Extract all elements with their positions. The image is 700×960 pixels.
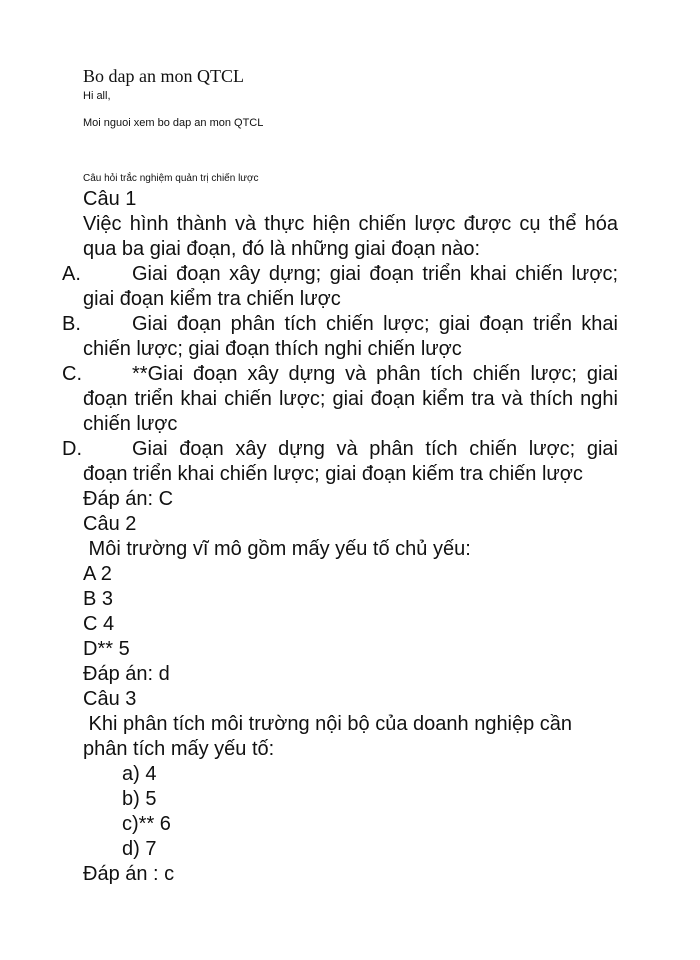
option-a-line-2: giai đoạn kiểm tra chiến lược (83, 288, 341, 310)
question-3-prompt-line-2: phân tích mấy yếu tố: (83, 738, 275, 760)
question-2-option-b: B 3 (83, 588, 114, 610)
option-d-line-2: đoạn triển khai chiến lược; giai đoạn kiếm tra chiến lược (83, 463, 583, 485)
option-c-letter: C. (62, 363, 82, 385)
option-a-line-1: Giai đoạn xây dựng; giai đoạn triển khai chiến lược; (132, 263, 618, 285)
question-3-option-d: d) 7 (122, 838, 157, 860)
question-3-option-a: a) 4 (122, 763, 157, 785)
question-3-option-c: c)** 6 (122, 813, 171, 835)
document-title: Bo dap an mon QTCL (83, 66, 244, 86)
question-3-answer: Đáp án : c (83, 863, 175, 885)
section-heading: Câu hỏi trắc nghiệm quản trị chiến lược (83, 173, 259, 184)
option-d-letter: D. (62, 438, 82, 460)
question-3-label: Câu 3 (83, 688, 137, 710)
question-1-answer: Đáp án: C (83, 488, 174, 510)
option-b-letter: B. (62, 313, 81, 335)
option-c-line-3: chiến lược (83, 413, 178, 435)
question-2-option-c: C 4 (83, 613, 115, 635)
option-c-line-2: đoạn triển khai chiến lược; giai đoạn kiểm tra và thích nghi (83, 388, 618, 410)
intro-text: Moi nguoi xem bo dap an mon QTCL (83, 117, 264, 129)
question-2-option-a: A 2 (83, 563, 112, 585)
option-d-line-1: Giai đoạn xây dựng và phân tích chiến lược; giai (132, 438, 618, 460)
question-2-answer: Đáp án: d (83, 663, 170, 685)
question-2-label: Câu 2 (83, 513, 137, 535)
option-b-line-2: chiến lược; giai đoạn thích nghi chiến lược (83, 338, 462, 360)
question-1-label: Câu 1 (83, 188, 137, 210)
question-3-option-b: b) 5 (122, 788, 157, 810)
option-a-letter: A. (62, 263, 81, 285)
question-1-prompt-line-2: qua ba giai đoạn, đó là những giai đoạn nào: (83, 238, 481, 260)
greeting-text: Hi all, (83, 90, 111, 102)
question-2-option-d: D** 5 (83, 638, 130, 660)
question-1-prompt-line-1: Việc hình thành và thực hiện chiến lược được cụ thể hóa (83, 213, 618, 235)
question-2-prompt: Môi trường vĩ mô gồm mấy yếu tố chủ yếu: (83, 538, 471, 560)
question-3-prompt-line-1: Khi phân tích môi trường nội bộ của doanh nghiệp cần (83, 713, 573, 735)
option-b-line-1: Giai đoạn phân tích chiến lược; giai đoạn triển khai (132, 313, 618, 335)
option-c-line-1: **Giai đoạn xây dựng và phân tích chiến lược; giai (132, 363, 618, 385)
